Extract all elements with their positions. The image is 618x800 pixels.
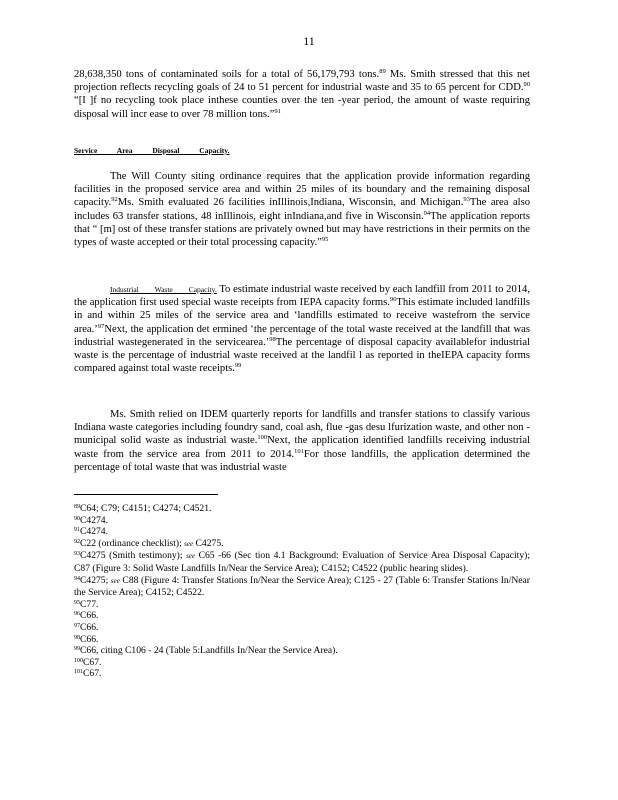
footnote-text: C66. xyxy=(80,610,99,622)
footnote-93 xyxy=(74,550,530,574)
footnote-ref-96: 96 xyxy=(389,296,397,304)
p1-text-b: Ms. Smith stressed that this net projection reflects recycling goals of 24 to 51 percent for industrial waste and 35 to 65 percent for CDD. xyxy=(74,69,530,94)
footnote-text: C4275; xyxy=(80,574,111,586)
footnote-97 xyxy=(74,622,530,634)
footnote-text: C77. xyxy=(80,598,99,610)
footnote-text: C66. xyxy=(80,633,99,645)
footnote-see-signal: see xyxy=(186,552,196,561)
footnote-text: C65 -66 (Sec tion 4.1 Background: Evaluation of Service Area Disposal Capacity); C87 (Figure 3: Solid Waste Landfills In/Near the Service Area); C4152; C4522 (public hearing slides). xyxy=(74,550,530,574)
footnote-98 xyxy=(74,634,530,646)
footnote-ref-99: 99 xyxy=(234,362,242,370)
footnote-text: C88 (Figure 4: Transfer Stations In/Near the Service Area); C125 - 27 (Table 6: Transfer Stations In/Near the Service Area); C4152; C4522. xyxy=(74,574,530,599)
p2-text-a: The Will County siting ordinance requires that the application provide information regarding facilities in the proposed service area and within 25 miles of its boundary and the remaining disposal capacity. xyxy=(74,171,530,209)
footnote-text: C4274. xyxy=(80,514,108,526)
body-paragraph-3 xyxy=(74,283,530,375)
footnote-101 xyxy=(74,668,530,680)
footnote-ref-98: 98 xyxy=(269,335,276,343)
footnote-89 xyxy=(74,503,530,515)
footnote-number: 96 xyxy=(74,611,80,618)
footnote-number: 98 xyxy=(74,634,80,641)
footnote-91 xyxy=(74,526,530,538)
footnote-ref-95: 95 xyxy=(321,236,329,244)
footnote-94 xyxy=(74,575,530,599)
footnote-number: 94 xyxy=(74,575,80,582)
body-paragraph-2 xyxy=(74,170,530,249)
footnote-ref-91: 91 xyxy=(274,107,281,115)
footnote-text: C4274. xyxy=(80,526,108,538)
footnote-text: C66. xyxy=(80,621,99,633)
footnote-text: C67. xyxy=(83,668,102,680)
p3-text-d: The percentage of disposal capacity availablefor industrial waste is the percentage of industrial waste received at the landfil l as reported in theIEPA capacity forms compared against total waste receipts. xyxy=(74,336,530,375)
footnote-ref-94: 94 xyxy=(423,209,431,217)
footnote-number: 95 xyxy=(74,599,80,606)
footnote-number: 99 xyxy=(74,646,80,653)
footnote-text: C67. xyxy=(83,656,102,668)
footnote-see-signal: see xyxy=(184,539,194,548)
footnote-ref-97: 97 xyxy=(97,322,105,330)
footnote-number: 90 xyxy=(74,515,80,522)
body-paragraph-4 xyxy=(74,408,530,474)
p2-text-c: The area also includes 63 transfer stations, 48 inIllinois, eight inIndiana,and five in Wisconsin. xyxy=(74,197,531,222)
footnote-100 xyxy=(74,657,530,669)
footnote-ref-90: 90 xyxy=(523,81,530,89)
footnote-text: C4275 (Smith testimony); xyxy=(80,550,187,562)
footnote-divider xyxy=(74,494,218,495)
footnote-number: 89 xyxy=(74,504,80,510)
footnote-text: C4275. xyxy=(193,537,224,549)
footnote-ref-100: 100 xyxy=(257,434,268,442)
heading-service-area-disposal-capacity: Service Area Disposal Capacity. xyxy=(74,146,230,155)
footnote-text: C22 (ordinance checklist); xyxy=(80,537,185,549)
p1-text-a: 28,638,350 tons of contaminated soils for a total of 56,179,793 tons. xyxy=(74,69,380,80)
footnote-96 xyxy=(74,610,530,622)
footnote-number: 91 xyxy=(74,527,80,534)
page-number: 11 xyxy=(303,34,315,48)
footnote-ref-89: 89 xyxy=(379,68,386,75)
heading-industrial-waste-capacity: Industrial Waste Capacity. xyxy=(110,285,217,294)
footnotes xyxy=(74,503,530,680)
p4-text-c: For those landfills, the application determined the percentage of total waste that was industrial waste xyxy=(74,448,530,473)
footnote-number: 97 xyxy=(74,622,80,629)
p1-text-c: “[I ]f no recycling took place inthese counties over the ten -year period, the amount of waste requiring disposal will incr ease to over 78 million tons.” xyxy=(74,95,530,120)
p2-text-d: The application reports that “ [m] ost of these transfer stations are privately owned but may have restrictions in their permits on the types of waste accepted or their total processing capacity.” xyxy=(74,210,530,249)
footnote-see-signal: see xyxy=(110,576,120,585)
p4-text-b: Next, the application identified landfills receiving industrial waste from the service area from 2011 to 2014. xyxy=(74,435,530,460)
footnote-90 xyxy=(74,515,530,527)
section-heading-service-area xyxy=(74,144,530,157)
footnote-text: C64; C79; C4151; C4274; C4521. xyxy=(80,503,212,514)
footnote-99 xyxy=(74,645,530,657)
p3-text-a: To estimate industrial waste received by each landfill from 2011 to 2014, the application first used special waste receipts from IEPA capacity forms. xyxy=(74,284,531,309)
p4-text-a: Ms. Smith relied on IDEM quarterly reports for landfills and transfer stations to classify various Indiana waste categories including foundry sand, coal ash, flue -gas desu lfurization waste, and other non -municipal solid waste as industrial waste. xyxy=(74,409,530,447)
footnote-ref-93: 93 xyxy=(463,196,470,204)
footnote-number: 92 xyxy=(74,538,80,545)
footnote-ref-101: 101 xyxy=(294,447,304,455)
footnote-number: 93 xyxy=(74,551,80,558)
footnote-number: 100 xyxy=(74,657,83,664)
footnote-95 xyxy=(74,599,530,611)
p2-text-b: Ms. Smith evaluated 26 facilities inIllinois,Indiana, Wisconsin, and Michigan. xyxy=(117,197,464,209)
p3-text-b: This estimate included landfills in and within 25 miles of the service area and ‘landfills estimated to receive wastefrom the service area.’ xyxy=(74,297,530,335)
footnote-number: 101 xyxy=(74,669,83,676)
body-paragraph-1 xyxy=(74,68,530,121)
footnote-ref-92: 92 xyxy=(111,196,118,204)
footnote-92 xyxy=(74,538,530,551)
p3-text-c: Next, the application det ermined ‘the percentage of the total waste received at the landfill that was industrial wastegenerated in the servicearea.’ xyxy=(74,323,530,348)
footnote-text: C66, citing C106 - 24 (Table 5:Landfills In/Near the Service Area). xyxy=(80,645,338,657)
